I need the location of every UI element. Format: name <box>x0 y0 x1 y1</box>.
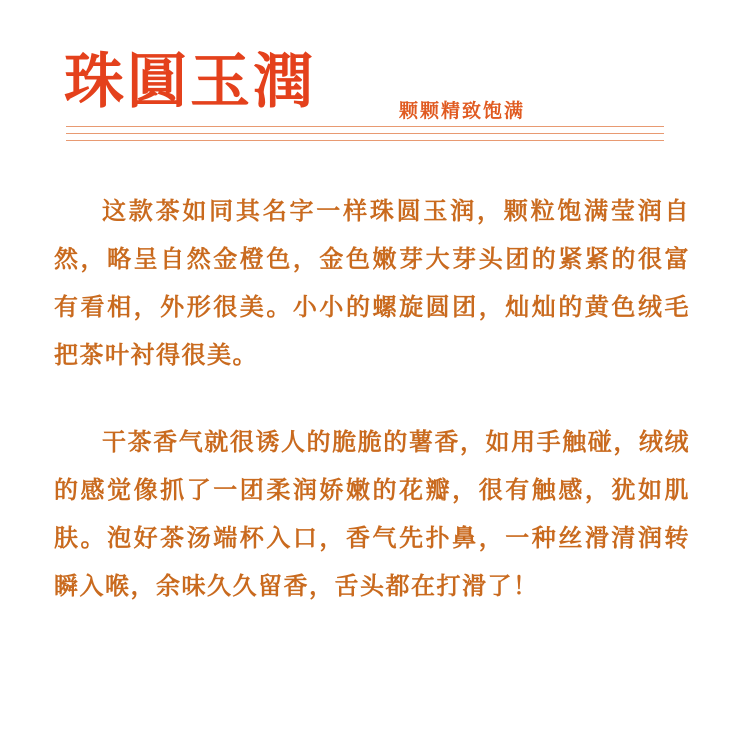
page-title: 珠圓玉潤 <box>64 47 316 117</box>
header-divider-line <box>66 133 664 134</box>
body-paragraph-2: 干茶香气就很诱人的脆脆的薯香，如用手触碰，绒绒的感觉像抓了一团柔润娇嫩的花瓣，很有触感，犹如肌肤。泡好茶汤端杯入口，香气先扑鼻，一种丝滑清润转瞬入喉，余味久久留香，舌头都在打滑了！ <box>54 427 690 600</box>
header-divider-line <box>66 126 664 127</box>
body-paragraph-1: 这款茶如同其名字一样珠圆玉润，颗粒饱满莹润自然，略呈自然金橙色，金色嫩芽大芽头团的紧紧的很富有看相，外形很美。小小的螺旋圆团，灿灿的黄色绒毛把茶叶衬得很美。 <box>54 196 690 369</box>
header-divider-line <box>66 140 664 141</box>
page-subtitle: 颗颗精致饱满 <box>399 100 526 122</box>
